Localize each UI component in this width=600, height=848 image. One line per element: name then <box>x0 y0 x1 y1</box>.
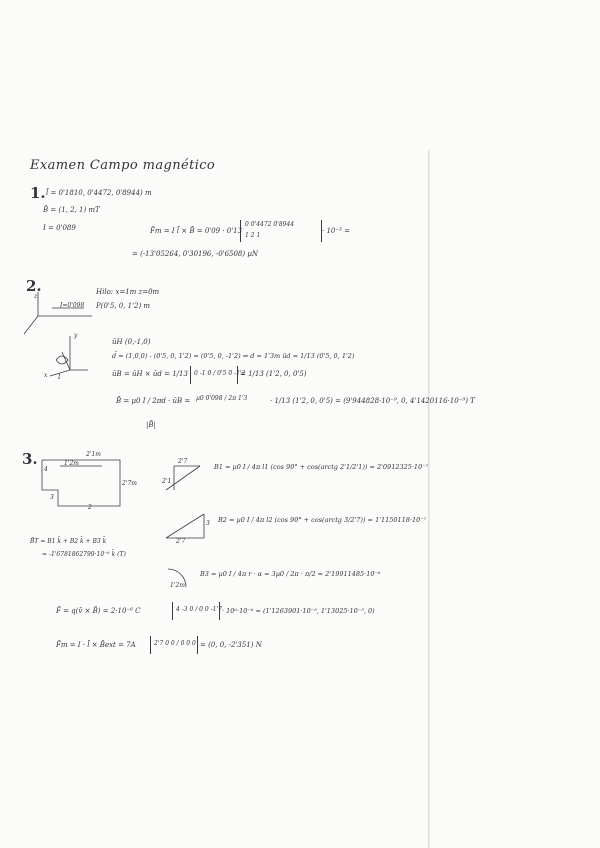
problem-2-number: 2. <box>26 277 42 295</box>
problem-3-dim-right: 2'7m <box>122 480 137 487</box>
problem-3-fig2-a: 2'7 <box>176 538 186 545</box>
problem-3-number: 3. <box>22 450 38 468</box>
problem-3-circuit-figure <box>36 454 136 516</box>
problem-3-fig1-b: 2'1 <box>162 478 172 485</box>
problem-3-force-i-result: = (0, 0, -2'351) N <box>200 641 262 649</box>
problem-3-force-q-matrix-values: 4 -3 0 / 0 0 -1'7 <box>176 606 222 613</box>
problem-2-small-current: I <box>58 374 61 381</box>
problem-3-dim-left: 4 <box>44 466 48 473</box>
problem-2-axis-y: y <box>74 332 78 339</box>
problem-3-corner-label: 3 <box>50 494 54 501</box>
problem-3-dim-inner: 1'2m <box>64 460 79 467</box>
problem-1-matrix <box>240 220 322 242</box>
problem-3-force-i-matrix <box>150 636 198 654</box>
problem-2-ub-matrix-values: 0 -1 0 / 0'5 0 -1'2 <box>194 370 246 377</box>
problem-3-b1: B1 = µ0 I / 4π l1 (cos 90° + cos(arctg 2'1/2'1)) = 2'0912325·10⁻⁷ <box>214 463 429 471</box>
problem-2-hilo: Hilo: x=1m z=0m <box>96 288 160 296</box>
problem-1-b-vector: B̄ = (1, 2, 1) mT <box>43 206 100 214</box>
problem-1-factor: · 10⁻³ = <box>322 227 350 235</box>
problem-2-ub-formula: ūB = ūH × ūd = 1/13 <box>112 370 188 378</box>
problem-3-force-i: F̄m = I · l̄ × B̄ext = 7A <box>56 641 136 649</box>
exam-title: Examen Campo magnético <box>30 158 216 173</box>
problem-2-vector-figure <box>44 332 94 382</box>
problem-2-ub-result: = 1/13 (1'2, 0, 0'5) <box>240 370 307 378</box>
problem-2-point: P(0'5, 0, 1'2) m <box>96 302 151 310</box>
problem-3-segment-2-figure <box>160 508 216 548</box>
problem-2-current-label: I=0'098 <box>60 302 85 309</box>
problem-3-b3: B3 = µ0 I / 4π r · α = 3µ0 / 2π · π/2 = 2'19911485·10⁻⁶ <box>200 570 381 578</box>
problem-3-arc-figure <box>164 565 194 595</box>
problem-1-l-vector: l̄ = 0'1810, 0'4472, 0'8944) m <box>46 189 152 197</box>
problem-3-b2: B2 = µ0 I / 4π l2 (cos 90° + cos(arctg 3/2'7)) = 1'1150118·10⁻⁷ <box>218 516 427 524</box>
problem-3-fig2-b: 3 <box>206 520 210 527</box>
problem-3-b-total: B̄T = B1 k̄ + B2 k̄ + B3 k̄ <box>30 538 107 545</box>
problem-3-dim-bottom: 2 <box>88 504 92 511</box>
problem-2-b-formula: B̄ = µ0 I / 2πd · ūB = <box>116 397 191 405</box>
problem-2-axis-z: z <box>34 293 38 300</box>
problem-2-b-magnitude: |B̄| <box>146 421 156 429</box>
problem-3-force-q-matrix <box>172 602 220 620</box>
problem-2-b-result: · 1/13 (1'2, 0, 0'5) = (9'944828·10⁻⁹, 0, 4'1420116·10⁻⁹) T <box>270 397 475 405</box>
problem-3-dim-top: 2'1m <box>86 451 101 458</box>
problem-3-force-q-result: · 10⁶·10⁻⁶ = (1'1263901·10⁻⁵, 1'13025·10⁻⁵, 0) <box>222 607 375 615</box>
problem-2-ub-matrix <box>190 366 246 384</box>
problem-3-fig3-a: 1'2m <box>170 582 185 589</box>
problem-1-matrix-row-1: 0 0'4472 0'8944 <box>245 221 295 228</box>
problem-2-axis-x: x <box>44 372 48 379</box>
problem-3-force-i-matrix-values: 2'7 0 0 / 0 0 0 <box>154 640 196 647</box>
problem-3-fig1-a: 2'7 <box>178 458 188 465</box>
page-fold-line <box>428 150 430 848</box>
problem-3-b-total-value: = -1'6781862799·10⁻⁶ k̄ (T) <box>42 551 126 558</box>
problem-3-force-q: F̄ = q(v̄ × B̄) = 2·10⁻⁶ C <box>56 607 141 615</box>
problem-1-number: 1. <box>30 184 46 202</box>
problem-2-d-vector: d̄ = (1,0,0) - (0'5, 0, 1'2) = (0'5, 0, -1'2) ⇒ d = 1'3m ūd = 1/13 (0'5, 0, 1'2) <box>112 352 355 360</box>
problem-1-current: I = 0'089 <box>43 224 76 232</box>
problem-2-b-fraction: µ0 0'098 / 2π 1'3 <box>196 395 248 402</box>
problem-2-uh-vector: ūH (0,-1,0) <box>112 338 151 346</box>
problem-1-matrix-row-2: 1 2 1 <box>245 232 261 239</box>
problem-1-result: = (-13'05264, 0'30196, -0'6508) µN <box>132 250 259 258</box>
problem-1-force-formula: F̄m = I l̄ × B̄ = 0'09 · 0'13 <box>150 227 243 235</box>
